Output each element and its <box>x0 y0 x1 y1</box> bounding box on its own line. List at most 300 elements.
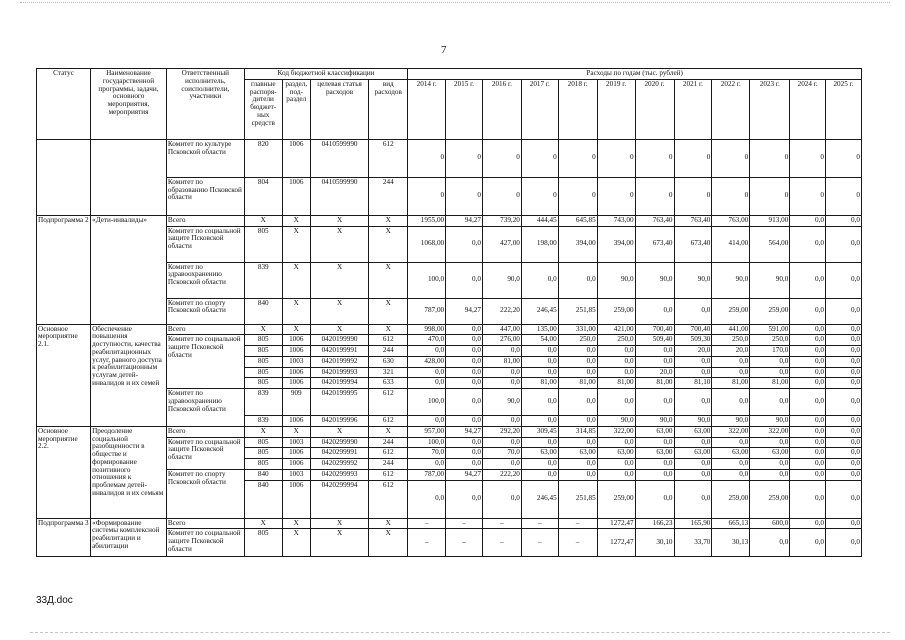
expense-value-cell: 0,0 <box>558 416 597 427</box>
budget-code-cell: 1006 <box>282 139 310 177</box>
budget-code-cell: 805 <box>244 226 282 262</box>
header-year: 2025 г. <box>826 79 862 139</box>
expense-value-cell: 70,0 <box>482 448 521 459</box>
expense-value-cell: 0,0 <box>826 226 862 262</box>
expense-value-cell: 251,85 <box>558 480 597 518</box>
expense-value-cell: 0,0 <box>790 335 826 346</box>
expense-value-cell: 0,0 <box>750 367 790 378</box>
budget-code-cell: 244 <box>369 459 408 470</box>
expense-value-cell: 30,13 <box>712 529 750 557</box>
expense-value-cell: 0,0 <box>482 416 521 427</box>
expense-value-cell: 0,0 <box>826 448 862 459</box>
expense-value-cell: 259,00 <box>712 298 750 324</box>
expense-value-cell: 0,0 <box>790 215 826 226</box>
expense-value-cell: 0,0 <box>790 262 826 298</box>
budget-code-cell: X <box>282 426 310 437</box>
name-cell: «Дети-инвалиды» <box>91 215 167 324</box>
header-year: 2024 г. <box>790 79 826 139</box>
expense-value-cell: – <box>408 518 446 529</box>
budget-code-cell: 0420299994 <box>310 480 368 518</box>
budget-code-cell: 0420199991 <box>310 346 368 357</box>
expense-value-cell: 20,0 <box>712 346 750 357</box>
expense-value-cell: 30,10 <box>635 529 674 557</box>
table-row <box>37 215 862 226</box>
expense-value-cell: 0,0 <box>826 416 862 427</box>
expense-value-cell: 0,0 <box>826 459 862 470</box>
expense-value-cell: 0,0 <box>521 459 558 470</box>
expense-value-cell: 63,00 <box>635 448 674 459</box>
expense-value-cell: 414,00 <box>712 226 750 262</box>
budget-code-cell: 633 <box>369 378 408 389</box>
budget-code-cell: 1006 <box>282 459 310 470</box>
header-year: 2023 г. <box>750 79 790 139</box>
expense-value-cell: 0,0 <box>408 378 446 389</box>
budget-code-cell: X <box>310 529 368 557</box>
expense-value-cell: 673,40 <box>674 226 712 262</box>
expense-value-cell: 63,00 <box>750 448 790 459</box>
header-code-col: раздел, под-раздел <box>282 79 310 139</box>
name-cell: Обеспечение повышения доступности, качества реабилитационных услуг, равного доступа к реабилитационным услугам детей-инвалидов и их семей <box>91 324 167 426</box>
header-code-col: вид расходов <box>369 79 408 139</box>
expense-value-cell: 0,0 <box>446 324 483 335</box>
expense-value-cell: 0,0 <box>521 356 558 367</box>
responsible-cell: Всего <box>166 324 244 335</box>
expense-value-cell: 81,00 <box>558 378 597 389</box>
expense-value-cell: 0,0 <box>790 416 826 427</box>
expense-value-cell: 0 <box>408 139 446 177</box>
expense-value-cell: 322,00 <box>712 426 750 437</box>
expense-value-cell: 0,0 <box>635 298 674 324</box>
expense-value-cell: 470,0 <box>408 335 446 346</box>
budget-code-cell: 0420199995 <box>310 389 368 416</box>
expense-value-cell: 322,00 <box>750 426 790 437</box>
expense-value-cell: 0,0 <box>635 469 674 480</box>
status-cell: Подпрограмма 3 <box>37 518 91 557</box>
expense-value-cell: 0,0 <box>635 356 674 367</box>
expense-value-cell: 998,00 <box>408 324 446 335</box>
expense-value-cell: 0,0 <box>521 389 558 416</box>
status-cell: Основное мероприятие 2.1. <box>37 324 91 426</box>
scan-edge-top <box>20 2 890 6</box>
budget-table-body <box>37 139 862 557</box>
expense-value-cell: 0,0 <box>674 389 712 416</box>
budget-code-cell: X <box>310 518 368 529</box>
budget-code-cell: X <box>282 215 310 226</box>
expense-value-cell: 222,20 <box>482 469 521 480</box>
expense-value-cell: 292,20 <box>482 426 521 437</box>
expense-value-cell: 198,00 <box>521 226 558 262</box>
expense-value-cell: 0,0 <box>750 529 790 557</box>
expense-value-cell: – <box>558 529 597 557</box>
expense-value-cell: 673,40 <box>635 226 674 262</box>
expense-value-cell: 700,40 <box>674 324 712 335</box>
expense-value-cell: 0,0 <box>558 389 597 416</box>
expense-value-cell: 0,0 <box>521 346 558 357</box>
expense-value-cell: 427,00 <box>482 226 521 262</box>
budget-code-cell: X <box>282 226 310 262</box>
expense-value-cell: 0,0 <box>558 367 597 378</box>
expense-value-cell: 0 <box>712 177 750 215</box>
budget-code-cell: X <box>244 426 282 437</box>
expense-value-cell: 81,00 <box>712 378 750 389</box>
expense-value-cell: 0 <box>826 177 862 215</box>
expense-value-cell: 0,0 <box>446 262 483 298</box>
expense-value-cell: 0,0 <box>712 437 750 448</box>
expense-value-cell: 591,00 <box>750 324 790 335</box>
responsible-cell: Комитет по образованию Псковской области <box>166 177 244 215</box>
expense-value-cell: 0,0 <box>826 356 862 367</box>
expense-value-cell: 90,0 <box>635 262 674 298</box>
header-budget-code: Код бюджетной классификации <box>244 69 407 80</box>
expense-value-cell: 246,45 <box>521 480 558 518</box>
expense-value-cell: – <box>482 518 521 529</box>
expense-value-cell: 0,0 <box>408 416 446 427</box>
expense-value-cell: 0 <box>482 139 521 177</box>
expense-value-cell: 441,00 <box>712 324 750 335</box>
expense-value-cell: 787,00 <box>408 469 446 480</box>
budget-code-cell: 839 <box>244 262 282 298</box>
budget-code-cell: 840 <box>244 480 282 518</box>
expense-value-cell: 81,00 <box>750 378 790 389</box>
budget-code-cell: X <box>310 426 368 437</box>
expense-value-cell: 94,27 <box>446 469 483 480</box>
expense-value-cell: 259,00 <box>750 480 790 518</box>
expense-value-cell: 222,20 <box>482 298 521 324</box>
expense-value-cell: 0,0 <box>446 480 483 518</box>
expense-value-cell: 90,0 <box>597 262 635 298</box>
expense-value-cell: 0,0 <box>790 324 826 335</box>
expense-value-cell: 0,0 <box>521 437 558 448</box>
budget-code-cell: X <box>282 324 310 335</box>
expense-value-cell: 259,00 <box>597 480 635 518</box>
expense-value-cell: 0,0 <box>790 426 826 437</box>
expense-value-cell: 0,0 <box>790 389 826 416</box>
expense-value-cell: – <box>521 518 558 529</box>
budget-code-cell: X <box>244 324 282 335</box>
name-cell: «Формирование системы комплексной реабилитации и абилитации <box>91 518 167 557</box>
responsible-cell: Комитет по социальной защите Псковской области <box>166 529 244 557</box>
table-row <box>37 426 862 437</box>
expense-value-cell: 447,00 <box>482 324 521 335</box>
expense-value-cell: 0,0 <box>408 346 446 357</box>
budget-code-cell: 0410599990 <box>310 139 368 177</box>
expense-value-cell: 250,0 <box>597 335 635 346</box>
expense-value-cell: 0,0 <box>408 367 446 378</box>
expense-value-cell: 0 <box>482 177 521 215</box>
responsible-cell: Всего <box>166 215 244 226</box>
budget-code-cell: X <box>369 215 408 226</box>
expense-value-cell: 743,00 <box>597 215 635 226</box>
budget-code-cell: 612 <box>369 139 408 177</box>
expense-value-cell: 0,0 <box>790 226 826 262</box>
expense-value-cell: 0,0 <box>826 335 862 346</box>
expense-value-cell: 0,0 <box>826 389 862 416</box>
expense-value-cell: 63,00 <box>674 426 712 437</box>
expense-value-cell: 0,0 <box>597 356 635 367</box>
budget-code-cell: 1003 <box>282 356 310 367</box>
budget-code-cell: 244 <box>369 346 408 357</box>
expense-value-cell: 509,40 <box>635 335 674 346</box>
expense-value-cell: 246,45 <box>521 298 558 324</box>
expense-value-cell: 0,0 <box>482 378 521 389</box>
header-status: Статус <box>37 69 91 140</box>
expense-value-cell: 276,00 <box>482 335 521 346</box>
budget-code-cell: X <box>369 262 408 298</box>
expense-value-cell: 314,85 <box>558 426 597 437</box>
expense-value-cell: 0,0 <box>790 356 826 367</box>
header-responsible: Ответственный исполнитель, соисполнители, участники <box>166 69 244 140</box>
expense-value-cell: 309,45 <box>521 426 558 437</box>
expense-value-cell: 0,0 <box>826 469 862 480</box>
expense-value-cell: 63,00 <box>597 448 635 459</box>
expense-value-cell: 100,0 <box>408 262 446 298</box>
expense-value-cell: 90,0 <box>750 416 790 427</box>
expense-value-cell: 166,23 <box>635 518 674 529</box>
header-year: 2020 г. <box>635 79 674 139</box>
expense-value-cell: 90,0 <box>674 262 712 298</box>
budget-code-cell: 0410599990 <box>310 177 368 215</box>
expense-value-cell: 509,30 <box>674 335 712 346</box>
expense-value-cell: 0,0 <box>408 480 446 518</box>
page-number: 7 <box>441 44 447 56</box>
expense-value-cell: 0,0 <box>826 367 862 378</box>
header-year: 2015 г. <box>446 79 483 139</box>
expense-value-cell: 0,0 <box>712 459 750 470</box>
expense-value-cell: 428,00 <box>408 356 446 367</box>
budget-code-cell: 1006 <box>282 177 310 215</box>
budget-code-cell: 612 <box>369 416 408 427</box>
expense-value-cell: 0,0 <box>790 437 826 448</box>
expense-value-cell: 0,0 <box>790 529 826 557</box>
budget-code-cell: 840 <box>244 469 282 480</box>
budget-code-cell: X <box>282 518 310 529</box>
header-expenses: Расходы по годам (тыс. рублей) <box>408 69 862 80</box>
expense-value-cell: 0 <box>521 139 558 177</box>
expense-value-cell: 1272,47 <box>597 518 635 529</box>
expense-value-cell: 0,0 <box>597 346 635 357</box>
status-cell: Подпрограмма 2 <box>37 215 91 324</box>
expense-value-cell: 63,00 <box>521 448 558 459</box>
budget-code-cell: 804 <box>244 177 282 215</box>
budget-code-cell: 612 <box>369 389 408 416</box>
expense-value-cell: 70,0 <box>408 448 446 459</box>
header-year: 2017 г. <box>521 79 558 139</box>
expense-value-cell: 0,0 <box>446 226 483 262</box>
expense-value-cell: 251,85 <box>558 298 597 324</box>
expense-value-cell: 259,00 <box>712 480 750 518</box>
expense-value-cell: 763,00 <box>712 215 750 226</box>
expense-value-cell: 0,0 <box>597 459 635 470</box>
expense-value-cell: 763,40 <box>635 215 674 226</box>
budget-code-cell: 1006 <box>282 378 310 389</box>
expense-value-cell: 100,0 <box>408 437 446 448</box>
expense-value-cell: 0 <box>446 139 483 177</box>
expense-value-cell: 0,0 <box>826 529 862 557</box>
expense-value-cell: 250,0 <box>750 335 790 346</box>
budget-code-cell: X <box>282 298 310 324</box>
expense-value-cell: 81,10 <box>674 378 712 389</box>
expense-value-cell: 0,0 <box>446 448 483 459</box>
expense-value-cell: 0,0 <box>674 356 712 367</box>
header-name: Наименование государственной программы, задачи, основного мероприятия, мероприятия <box>91 69 167 140</box>
header-year: 2019 г. <box>597 79 635 139</box>
expense-value-cell: 0,0 <box>482 437 521 448</box>
budget-code-cell: 909 <box>282 389 310 416</box>
responsible-cell: Комитет по здравоохранению Псковской области <box>166 389 244 427</box>
expense-value-cell: – <box>558 518 597 529</box>
expense-value-cell: 0,0 <box>826 346 862 357</box>
expense-value-cell: 0,0 <box>790 459 826 470</box>
budget-code-cell: X <box>369 529 408 557</box>
expense-value-cell: 739,20 <box>482 215 521 226</box>
expense-value-cell: 20,0 <box>635 367 674 378</box>
expense-value-cell: 0,0 <box>826 298 862 324</box>
header-year: 2018 г. <box>558 79 597 139</box>
expense-value-cell: 0 <box>712 139 750 177</box>
expense-value-cell: 90,0 <box>597 416 635 427</box>
expense-value-cell: 0,0 <box>826 518 862 529</box>
budget-code-cell: 805 <box>244 367 282 378</box>
expense-value-cell: 0,0 <box>826 378 862 389</box>
budget-code-cell: 839 <box>244 416 282 427</box>
expense-value-cell: 0,0 <box>597 389 635 416</box>
name-cell: Преодоление социальной разобщенности в обществе и формирование позитивного отношения к проблемам детей-инвалидов и их семьям <box>91 426 167 518</box>
budget-code-cell: 840 <box>244 298 282 324</box>
expense-value-cell: – <box>446 518 483 529</box>
budget-code-cell: X <box>244 518 282 529</box>
budget-code-cell: 805 <box>244 459 282 470</box>
budget-code-cell: 1003 <box>282 437 310 448</box>
expense-value-cell: 0,0 <box>790 518 826 529</box>
expense-value-cell: 0 <box>826 139 862 177</box>
expense-value-cell: 81,00 <box>521 378 558 389</box>
responsible-cell: Комитет по социальной защите Псковской области <box>166 335 244 389</box>
expense-value-cell: 0,0 <box>750 437 790 448</box>
responsible-cell: Комитет по спорту Псковской области <box>166 298 244 324</box>
expense-value-cell: 0,0 <box>826 426 862 437</box>
budget-code-cell: X <box>282 529 310 557</box>
expense-value-cell: 0,0 <box>446 378 483 389</box>
expense-value-cell: 0,0 <box>521 416 558 427</box>
header-year: 2014 г. <box>408 79 446 139</box>
expense-value-cell: 0,0 <box>635 480 674 518</box>
expense-value-cell: 0,0 <box>712 356 750 367</box>
expense-value-cell: 0,0 <box>750 356 790 367</box>
budget-code-cell: X <box>310 324 368 335</box>
expense-value-cell: 90,0 <box>712 416 750 427</box>
expense-value-cell: 0 <box>790 139 826 177</box>
expense-value-cell: 0 <box>790 177 826 215</box>
expense-value-cell: 421,00 <box>597 324 635 335</box>
expense-value-cell: 913,00 <box>750 215 790 226</box>
budget-code-cell: X <box>282 262 310 298</box>
expense-value-cell: 787,00 <box>408 298 446 324</box>
expense-value-cell: 90,0 <box>635 416 674 427</box>
expense-value-cell: 0,0 <box>674 469 712 480</box>
budget-code-cell: 805 <box>244 529 282 557</box>
expense-value-cell: 259,00 <box>597 298 635 324</box>
expense-value-cell: – <box>521 529 558 557</box>
expense-value-cell: 645,85 <box>558 215 597 226</box>
expense-value-cell: – <box>482 529 521 557</box>
expense-value-cell: 0,0 <box>446 335 483 346</box>
expense-value-cell: 0,0 <box>750 459 790 470</box>
budget-code-cell: 0420199994 <box>310 378 368 389</box>
budget-code-cell: 0420199992 <box>310 356 368 367</box>
budget-code-cell: 1006 <box>282 416 310 427</box>
responsible-cell: Комитет по спорту Псковской области <box>166 469 244 518</box>
expense-value-cell: 0,0 <box>446 356 483 367</box>
expense-value-cell: 0,0 <box>826 262 862 298</box>
expense-value-cell: 170,0 <box>750 346 790 357</box>
expense-value-cell: 100,0 <box>408 389 446 416</box>
table-row <box>37 324 862 335</box>
expense-value-cell: 700,40 <box>635 324 674 335</box>
expense-value-cell: 54,00 <box>521 335 558 346</box>
expense-value-cell: 0,0 <box>790 298 826 324</box>
expense-value-cell: 0 <box>558 177 597 215</box>
expense-value-cell: 0,0 <box>750 389 790 416</box>
expense-value-cell: 63,00 <box>558 448 597 459</box>
expense-value-cell: 0 <box>674 139 712 177</box>
expense-value-cell: 0,0 <box>790 448 826 459</box>
budget-code-cell: X <box>369 226 408 262</box>
responsible-cell: Комитет по здравоохранению Псковской области <box>166 262 244 298</box>
expense-value-cell: 763,40 <box>674 215 712 226</box>
expense-value-cell: 564,00 <box>750 226 790 262</box>
expense-value-cell: 0,0 <box>521 367 558 378</box>
table-row <box>37 518 862 529</box>
budget-code-cell: 0420199996 <box>310 416 368 427</box>
budget-code-cell: 805 <box>244 448 282 459</box>
budget-code-cell: X <box>369 518 408 529</box>
budget-code-cell: 805 <box>244 335 282 346</box>
budget-code-cell: X <box>244 215 282 226</box>
expense-value-cell: 0,0 <box>482 480 521 518</box>
expense-value-cell: 0,0 <box>750 469 790 480</box>
table-row <box>37 139 862 177</box>
expense-value-cell: 0 <box>408 177 446 215</box>
budget-code-cell: 612 <box>369 480 408 518</box>
expense-value-cell: 600,0 <box>750 518 790 529</box>
expense-value-cell: 0 <box>558 139 597 177</box>
name-cell <box>91 139 167 215</box>
expense-value-cell: 0,0 <box>826 480 862 518</box>
budget-code-cell: 805 <box>244 378 282 389</box>
expense-value-cell: 0,0 <box>597 469 635 480</box>
expense-value-cell: 63,00 <box>674 448 712 459</box>
expense-value-cell: 0 <box>521 177 558 215</box>
expense-value-cell: 0,0 <box>674 298 712 324</box>
budget-code-cell: 1006 <box>282 448 310 459</box>
expense-value-cell: 0,0 <box>674 437 712 448</box>
expense-value-cell: 0,0 <box>790 378 826 389</box>
expense-value-cell: 94,27 <box>446 426 483 437</box>
expense-value-cell: 135,00 <box>521 324 558 335</box>
header-code-col: целевая статья расходов <box>310 79 368 139</box>
expense-value-cell: 0,0 <box>790 367 826 378</box>
responsible-cell: Всего <box>166 518 244 529</box>
budget-code-cell: 1006 <box>282 480 310 518</box>
expense-value-cell: 665,13 <box>712 518 750 529</box>
expense-value-cell: 94,27 <box>446 215 483 226</box>
expense-value-cell: 81,00 <box>482 356 521 367</box>
expense-value-cell: 0,0 <box>446 389 483 416</box>
expense-value-cell: 0,0 <box>826 437 862 448</box>
status-cell <box>37 139 91 215</box>
expense-value-cell: 0 <box>446 177 483 215</box>
budget-code-cell: 0420299992 <box>310 459 368 470</box>
